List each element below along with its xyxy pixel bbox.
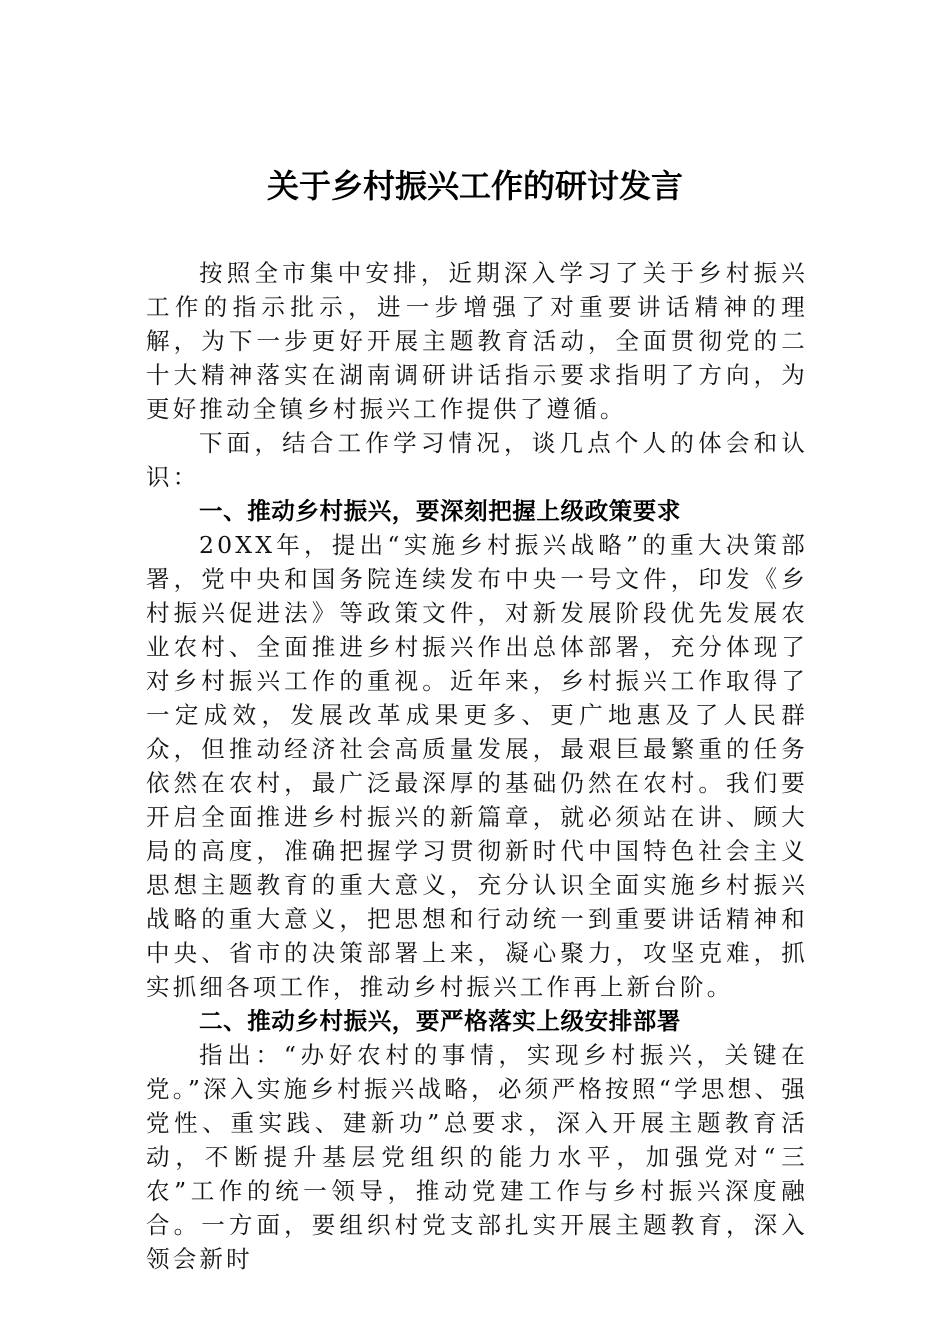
section-1-paragraph: 20XX年，提出“实施乡村振兴战略”的重大决策部署，党中央和国务院连续发布中央一号文件，印发《乡村振兴促进法》等政策文件，对新发展阶段优先发展农业农村、全面推进乡村振兴作出总体部署，充分体现了对乡村振兴工作的重视。近年来，乡村振兴工作取得了一定成效，发展改革成果更多、更广地惠及了人民群众，但推动经济社会高质量发展，最艰巨最繁重的任务依然在农村，最广泛最深厚的基础仍然在农村。我们要开启全面推进乡村振兴的新篇章，就必须站在讲、顾大局的高度，准确把握学习贯彻新时代中国特色社会主义思想主题教育的重大意义，充分认识全面实施乡村振兴战略的重大意义，把思想和行动统一到重要讲话精神和中央、省市的决策部署上来，凝心聚力，攻坚克难，抓实抓细各项工作，推动乡村振兴工作再上新台阶。 [146, 531, 808, 1001]
lead-paragraph: 下面，结合工作学习情况，谈几点个人的体会和认识： [146, 429, 808, 491]
document-title: 关于乡村振兴工作的研讨发言 [266, 167, 683, 205]
intro-paragraph: 按照全市集中安排，近期深入学习了关于乡村振兴工作的指示批示，进一步增强了对重要讲话精神的理解，为下一步更好开展主题教育活动，全面贯彻党的二十大精神落实在湖南调研讲话指示要求指明了方向，为更好推动全镇乡村振兴工作提供了遵循。 [146, 259, 808, 423]
section-1-heading: 一、推动乡村振兴，要深刻把握上级政策要求 [199, 497, 681, 525]
section-2-heading: 二、推动乡村振兴，要严格落实上级安排部署 [199, 1007, 681, 1035]
section-2-paragraph: 指出：“办好农村的事情，实现乡村振兴，关键在党。”深入实施乡村振兴战略，必须严格按照“学思想、强党性、重实践、建新功”总要求，深入开展主题教育活动，不断提升基层党组织的能力水平，加强党对“三农”工作的统一领导，推动党建工作与乡村振兴深度融合。一方面，要组织村党支部扎实开展主题教育，深入领会新时 [146, 1041, 808, 1273]
document-body [146, 256, 808, 1276]
